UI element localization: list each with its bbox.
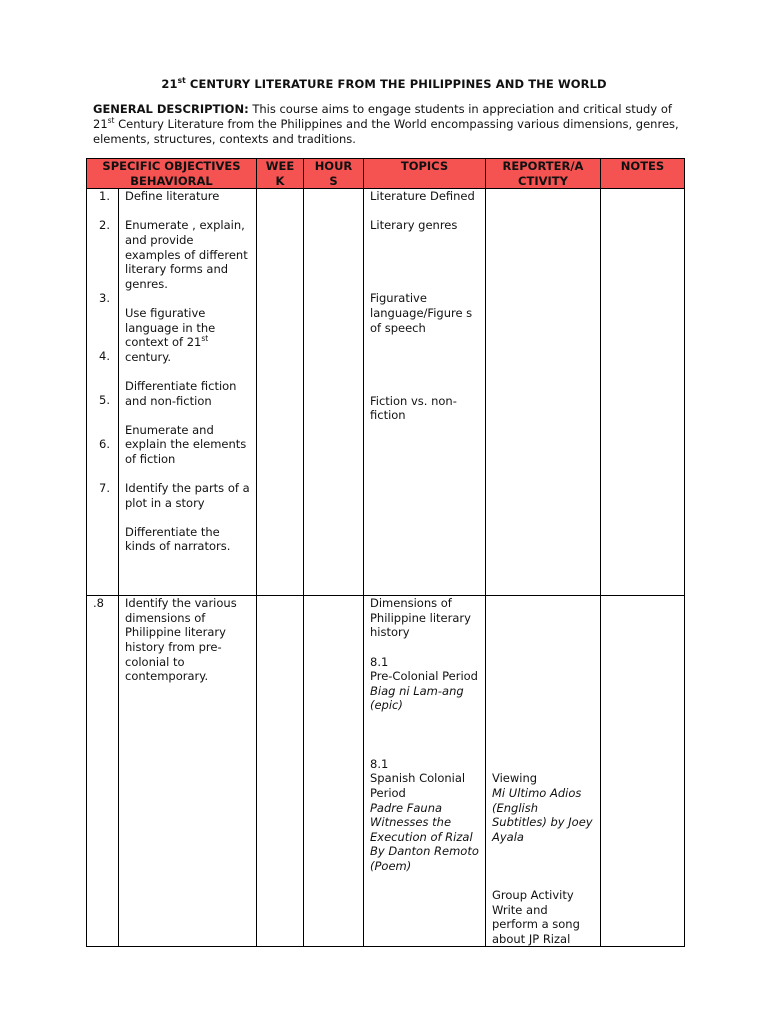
header-reporter-activity: REPORTER/A CTIVITY	[486, 159, 601, 189]
table-row	[87, 596, 685, 947]
description-label: GENERAL DESCRIPTION:	[93, 102, 249, 116]
table-header-row	[87, 159, 685, 189]
topics-cell	[364, 189, 486, 596]
header-hours: HOUR S	[304, 159, 364, 189]
objective-item: Enumerate and explain the elements of fiction	[125, 422, 247, 466]
topic-period: Pre-Colonial Period	[370, 669, 478, 684]
topic-item: Fiction vs. non-fiction	[370, 393, 457, 423]
topic-period: Spanish Colonial Period	[370, 771, 466, 800]
item-number: 7.	[99, 481, 110, 496]
notes-cell	[601, 596, 685, 947]
objective-item: Identify the parts of a plot in a story	[125, 481, 250, 510]
item-number: 4.	[99, 349, 110, 364]
item-number: 5.	[99, 393, 110, 408]
header-week: WEE K	[257, 159, 304, 189]
hours-cell	[304, 596, 364, 947]
syllabus-table	[86, 158, 685, 947]
activity-text: Write and perform a song about JP Rizal	[492, 902, 580, 946]
hours-cell	[304, 189, 364, 596]
topic-subheading: 8.1	[370, 654, 389, 669]
objective-item: Differentiate the kinds of narrators.	[125, 524, 231, 554]
item-number: 3.	[99, 291, 110, 306]
topic-work: Padre Fauna Witnesses the Execution of Rizal	[370, 800, 473, 844]
header-objectives: SPECIFIC OBJECTIVES BEHAVIORAL	[87, 159, 257, 189]
topic-subheading: 8.1	[370, 756, 389, 771]
number-cell	[87, 189, 119, 596]
item-number: .8	[93, 596, 104, 611]
item-number: 6.	[99, 437, 110, 452]
item-number: 1.	[99, 189, 110, 204]
reporter-activity-cell	[486, 189, 601, 596]
topics-cell	[364, 596, 486, 947]
header-topics: TOPICS	[364, 159, 486, 189]
topic-item: Dimensions of Philippine literary history	[370, 596, 471, 640]
general-description: GENERAL DESCRIPTION: This course aims to engage students in appreciation and critical study of 21st Century Literature from the Philippines and the World encompassing various dimensions, genres, elements, structures, contexts and traditions.	[93, 102, 679, 146]
header-notes: NOTES	[601, 159, 685, 189]
topic-form: (Poem)	[370, 858, 412, 873]
notes-cell	[601, 189, 685, 596]
objective-item: Differentiate fiction and non-fiction	[125, 378, 237, 408]
reporter-activity-cell	[486, 596, 601, 947]
topic-item: Literature Defined	[370, 189, 475, 204]
document-title: 21st CENTURY LITERATURE FROM THE PHILIPPINES AND THE WORLD	[161, 76, 607, 91]
table-row	[87, 189, 685, 596]
objective-item: Enumerate , explain, and provide examples of different literary forms and genres.	[125, 218, 248, 291]
activity-work: Mi Ultimo Adios (English Subtitles) by Joey Ayala	[492, 785, 593, 844]
objectives-cell	[119, 189, 257, 596]
activity-label: Viewing	[492, 771, 538, 786]
topic-work: Biag ni Lam-ang (epic)	[370, 683, 464, 713]
objective-item: Use figurative language in the context of 21st century.	[125, 305, 216, 364]
objective-item: Define literature	[125, 189, 220, 204]
week-cell	[257, 189, 304, 596]
activity-label: Group Activity	[492, 888, 574, 903]
number-cell	[87, 596, 119, 947]
topic-item: Figurative language/Figure s of speech	[370, 291, 473, 335]
week-cell	[257, 596, 304, 947]
topic-item: Literary genres	[370, 218, 458, 233]
objective-item: Identify the various dimensions of Philippine literary history from pre-colonial to contemporary.	[125, 596, 237, 684]
topic-author: By Danton Remoto	[370, 844, 479, 859]
item-number: 2.	[99, 218, 110, 233]
objectives-cell	[119, 596, 257, 947]
